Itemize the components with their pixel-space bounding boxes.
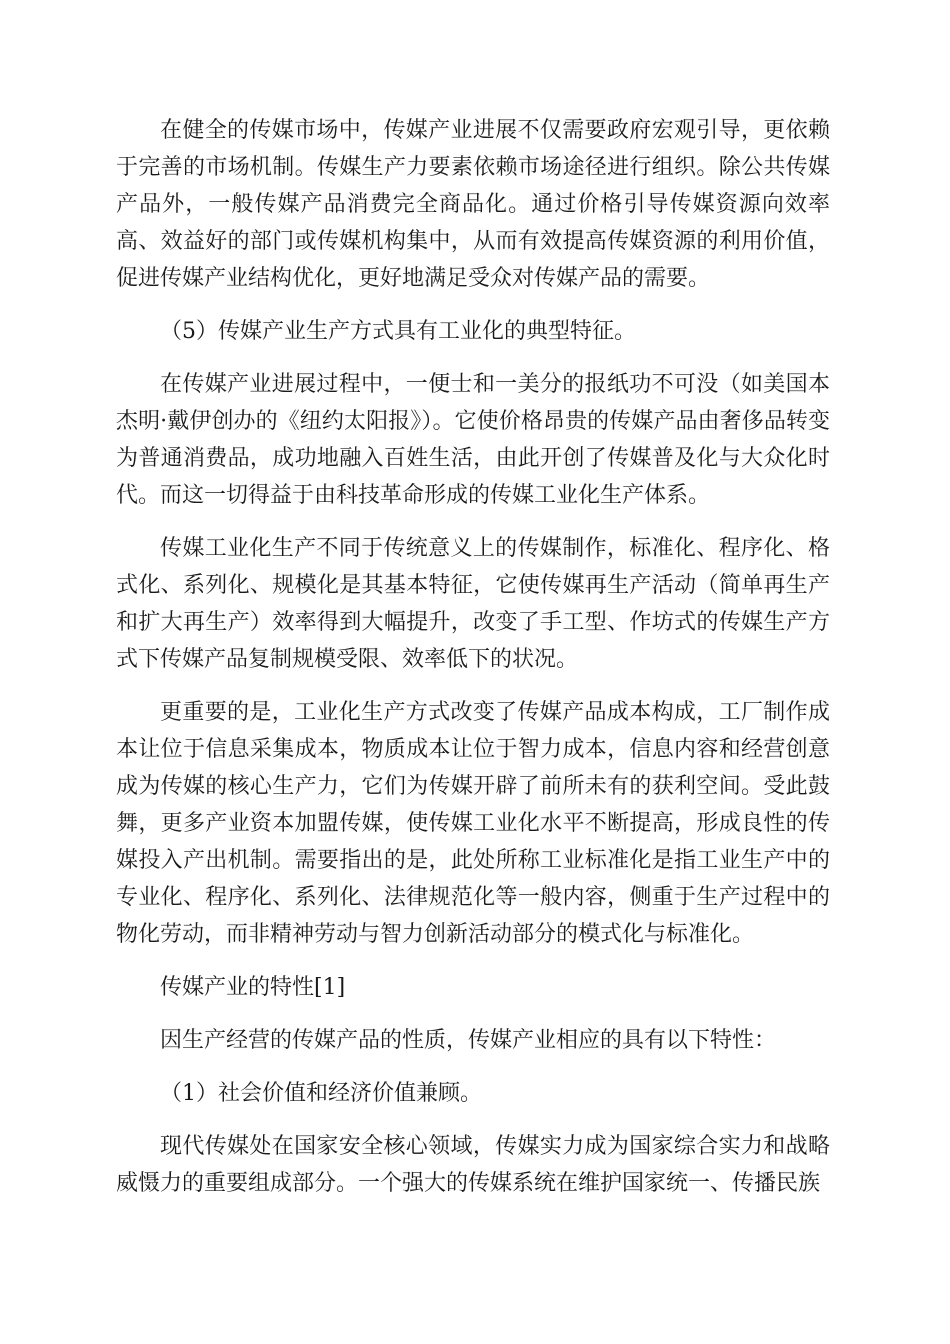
paragraph-cost-structure: 更重要的是，工业化生产方式改变了传媒产品成本构成，工厂制作成本让位于信息采集成本，物质成本让位于智力成本，信息内容和经营创意成为传媒的核心生产力，它们为传媒开辟了前所未有的获利空间。受此鼓舞，更多产业资本加盟传媒，使传媒工业化水平不断提高，形成良性的传媒投入产出机制。需要指出的是，此处所称工业标准化是指工业生产中的专业化、程序化、系列化、法律规范化等一般内容，侧重于生产过程中的物化劳动，而非精神劳动与智力创新活动部分的模式化与标准化。: [116, 700, 830, 947]
document-body: [116, 112, 830, 1218]
section-heading-industry-traits: 传媒产业的特性[1]: [160, 975, 346, 1000]
paragraph-penny-press: 在传媒产业进展过程中，一便士和一美分的报纸功不可没（如美国本杰明·戴伊创办的《纽约太阳报》）。它使价格昂贵的传媒产品由奢侈品转变为普通消费品，成功地融入百姓生活，由此开创了传媒普及化与大众化时代。而这一切得益于由科技革命形成的传媒工业化生产体系。: [116, 372, 830, 508]
paragraph-national-security: 现代传媒处在国家安全核心领域，传媒实力成为国家综合实力和战略威慑力的重要组成部分。一个强大的传媒系统在维护国家统一、传播民族: [116, 1134, 830, 1196]
paragraph-market-mechanism: 在健全的传媒市场中，传媒产业进展不仅需要政府宏观引导，更依赖于完善的市场机制。传媒生产力要素依赖市场途径进行组织。除公共传媒产品外，一般传媒产品消费完全商品化。通过价格引导传媒资源向效率高、效益好的部门或传媒机构集中，从而有效提高传媒资源的利用价值，促进传媒产业结构优化，更好地满足受众对传媒产品的需要。: [116, 118, 830, 291]
paragraph-industrial-production: 传媒工业化生产不同于传统意义上的传媒制作，标准化、程序化、格式化、系列化、规模化是其基本特征，它使传媒再生产活动（简单再生产和扩大再生产）效率得到大幅提升，改变了手工型、作坊式的传媒生产方式下传媒产品复制规模受限、效率低下的状况。: [116, 536, 830, 672]
paragraph-traits-intro: 因生产经营的传媒产品的性质，传媒产业相应的具有以下特性：: [160, 1028, 777, 1053]
paragraph-item-1-heading: （1）社会价值和经济价值兼顾。: [160, 1081, 482, 1106]
paragraph-item-5-heading: （5）传媒产业生产方式具有工业化的典型特征。: [160, 319, 636, 344]
